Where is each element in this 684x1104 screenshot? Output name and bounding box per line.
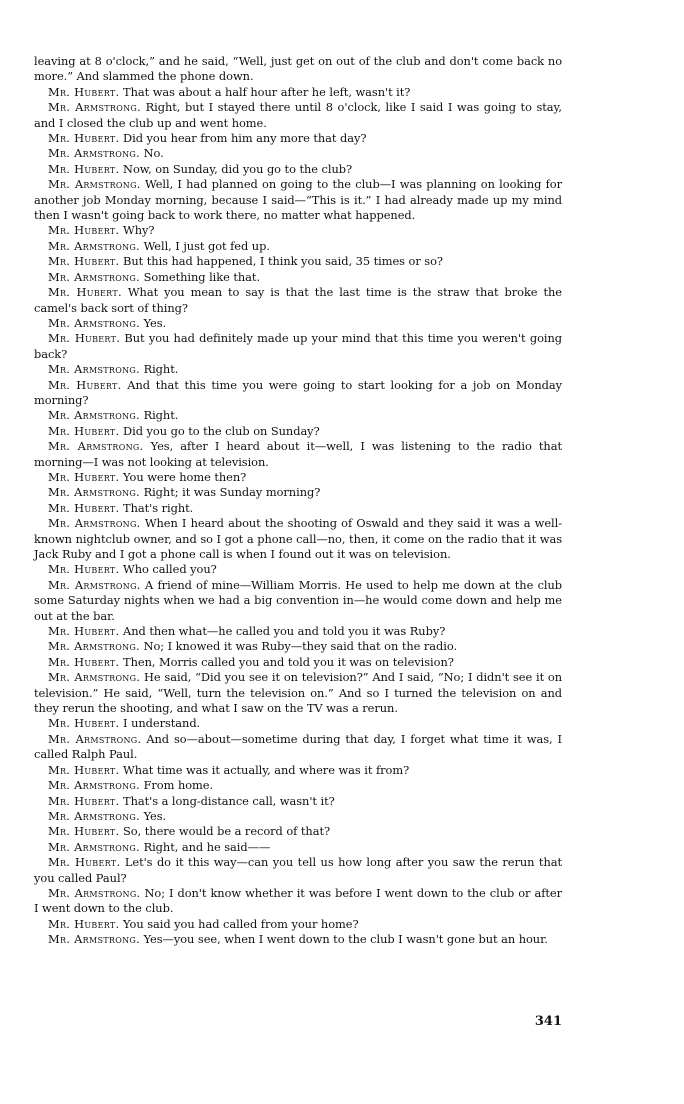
speaker-label: Mr. Hubert. <box>48 285 122 300</box>
paragraph-text: Right. <box>143 362 179 377</box>
transcript-paragraph <box>34 285 562 316</box>
speaker-label: Mr. Hubert. <box>48 654 120 669</box>
transcript-paragraph <box>34 177 562 223</box>
paragraph-text: But you had definitely made up your mind that this time you weren't going back? <box>34 331 562 361</box>
paragraph-text: No. <box>143 146 164 161</box>
speaker-label: Mr. Armstrong. <box>48 485 140 500</box>
transcript-paragraph <box>34 316 562 331</box>
paragraph-text: Yes. <box>143 808 167 823</box>
paragraph-text: Why? <box>123 223 155 238</box>
speaker-label: Mr. Hubert. <box>48 562 120 577</box>
paragraph-text: So, there would be a record of that? <box>123 824 331 839</box>
transcript-paragraph <box>34 794 562 809</box>
speaker-label: Mr. Hubert. <box>48 793 120 808</box>
paragraph-text: Yes—you see, when I went down to the club I wasn't gone but an hour. <box>143 932 548 947</box>
paragraph-text: Let's do it this way—can you tell us how long after you saw the rerun that you called Paul? <box>34 855 562 885</box>
paragraph-text: Right, but I stayed there until 8 o'clock, like I said I was going to stay, and I closed the club up and went home. <box>34 100 562 130</box>
speaker-label: Mr. Hubert. <box>48 624 120 639</box>
paragraph-text: No; I knowed it was Ruby—they said that on the radio. <box>143 639 458 654</box>
transcript-paragraph <box>34 85 562 100</box>
speaker-label: Mr. Armstrong. <box>48 177 141 192</box>
paragraph-text: But this had happened, I think you said, 35 times or so? <box>123 254 443 269</box>
paragraph-text: Did you go to the club on Sunday? <box>123 423 320 438</box>
paragraph-text: When I heard about the shooting of Oswald and they said it was a well-known nightclub owner, and so I got a phone call—no, then, it come on the radio that it was Jack Ruby and I got a phone call is when I found out it was on television. <box>34 516 562 561</box>
transcript-paragraph <box>34 855 562 886</box>
speaker-label: Mr. Hubert. <box>48 161 120 176</box>
speaker-label: Mr. Armstrong. <box>48 731 142 746</box>
transcript-paragraph <box>34 501 562 516</box>
speaker-label: Mr. Armstrong. <box>48 885 141 900</box>
transcript-paragraph <box>34 809 562 824</box>
speaker-label: Mr. Armstrong. <box>48 100 142 115</box>
speaker-label: Mr. Hubert. <box>48 716 120 731</box>
transcript-paragraph <box>34 239 562 254</box>
paragraph-text: leaving at 8 o'clock,” and he said, “Well, just get on out of the club and don't come back no more.” And slammed the phone down. <box>34 54 562 84</box>
paragraph-text: And then what—he called you and told you it was Ruby? <box>123 624 446 639</box>
speaker-label: Mr. Hubert. <box>48 223 120 238</box>
transcript-paragraph <box>34 331 562 362</box>
transcript-paragraph <box>34 732 562 763</box>
speaker-label: Mr. Armstrong. <box>48 808 140 823</box>
speaker-label: Mr. Hubert. <box>48 377 122 392</box>
transcript-paragraph <box>34 378 562 409</box>
transcript-paragraph <box>34 763 562 778</box>
transcript-paragraph <box>34 655 562 670</box>
speaker-label: Mr. Hubert. <box>48 500 120 515</box>
transcript-body <box>34 54 562 948</box>
paragraph-text: No; I don't know whether it was before I went down to the club or after I went down to the club. <box>34 885 562 916</box>
paragraph-text: Right; it was Sunday morning? <box>143 485 321 500</box>
transcript-paragraph <box>34 639 562 654</box>
speaker-label: Mr. Armstrong. <box>48 932 140 947</box>
paragraph-text: Yes. <box>143 315 167 330</box>
paragraph-text: From home. <box>143 778 214 793</box>
transcript-paragraph <box>34 424 562 439</box>
transcript-paragraph <box>34 131 562 146</box>
paragraph-text: Yes, after I heard about it—well, I was listening to the radio that morning—I was not looking at television. <box>34 439 562 469</box>
transcript-paragraph <box>34 254 562 269</box>
transcript-paragraph <box>34 146 562 161</box>
speaker-label: Mr. Hubert. <box>48 131 120 146</box>
transcript-paragraph <box>34 439 562 470</box>
speaker-label: Mr. Armstrong. <box>48 315 140 330</box>
paragraph-text: Now, on Sunday, did you go to the club? <box>123 161 353 176</box>
transcript-paragraph <box>34 408 562 423</box>
speaker-label: Mr. Armstrong. <box>48 408 140 423</box>
paragraph-text: Right. <box>143 408 179 423</box>
page-number: 341 <box>534 1014 562 1029</box>
transcript-paragraph <box>34 270 562 285</box>
paragraph-text: You said you had called from your home? <box>123 916 359 931</box>
transcript-paragraph <box>34 54 562 85</box>
paragraph-text: And so—about—sometime during that day, I forget what time it was, I called Ralph Paul. <box>34 731 562 762</box>
transcript-paragraph <box>34 162 562 177</box>
speaker-label: Mr. Hubert. <box>48 254 120 269</box>
speaker-label: Mr. Armstrong. <box>48 439 144 454</box>
speaker-label: Mr. Hubert. <box>48 855 121 870</box>
transcript-paragraph <box>34 578 562 624</box>
paragraph-text: That's right. <box>123 500 194 515</box>
paragraph-text: He said, “Did you see it on television?” And I said, “No; I didn't see it on television.” He said, “Well, turn the television on.” And so I turned the television on and they rerun the shooting, and what I saw on the TV was a rerun. <box>34 670 562 716</box>
paragraph-text: A friend of mine—William Morris. He used to help me down at the club some Saturday nights when we had a big convention in—he would come down and help me out at the bar. <box>34 577 563 623</box>
transcript-paragraph <box>34 516 562 562</box>
transcript-paragraph <box>34 778 562 793</box>
transcript-paragraph <box>34 886 562 917</box>
paragraph-text: Something like that. <box>143 269 261 284</box>
speaker-label: Mr. Hubert. <box>48 423 120 438</box>
paragraph-text: What time was it actually, and where was it from? <box>123 762 410 777</box>
transcript-paragraph <box>34 100 562 131</box>
speaker-label: Mr. Armstrong. <box>48 238 140 253</box>
speaker-label: Mr. Armstrong. <box>48 670 141 685</box>
paragraph-text: That was about a half hour after he left, wasn't it? <box>123 84 411 99</box>
transcript-paragraph <box>34 932 562 947</box>
speaker-label: Mr. Hubert. <box>48 469 120 484</box>
speaker-label: Mr. Armstrong. <box>48 516 141 531</box>
paragraph-text: And that this time you were going to start looking for a job on Monday morning? <box>34 377 562 407</box>
transcript-paragraph <box>34 470 562 485</box>
paragraph-text: You were home then? <box>123 469 247 484</box>
speaker-label: Mr. Armstrong. <box>48 269 140 284</box>
speaker-label: Mr. Hubert. <box>48 762 120 777</box>
transcript-paragraph <box>34 562 562 577</box>
transcript-paragraph <box>34 917 562 932</box>
paragraph-text: Did you hear from him any more that day? <box>123 131 367 146</box>
speaker-label: Mr. Armstrong. <box>48 639 140 654</box>
transcript-paragraph <box>34 824 562 839</box>
transcript-paragraph <box>34 716 562 731</box>
transcript-paragraph <box>34 362 562 377</box>
speaker-label: Mr. Hubert. <box>48 916 120 931</box>
transcript-paragraph <box>34 624 562 639</box>
paragraph-text: Well, I had planned on going to the club—I was planning on looking for another job Monday morning, because I said—“This is it.” I had already made up my mind then I wasn't going back to work there, no matter what happened. <box>34 177 562 223</box>
speaker-label: Mr. Hubert. <box>48 331 121 346</box>
paragraph-text: What you mean to say is that the last time is the straw that broke the camel's back sort of thing? <box>34 285 562 315</box>
paragraph-text: I understand. <box>123 716 201 731</box>
transcript-paragraph <box>34 670 562 716</box>
speaker-label: Mr. Hubert. <box>48 84 120 99</box>
transcript-paragraph <box>34 223 562 238</box>
speaker-label: Mr. Armstrong. <box>48 146 140 161</box>
speaker-label: Mr. Hubert. <box>48 824 120 839</box>
transcript-paragraph <box>34 840 562 855</box>
paragraph-text: Who called you? <box>123 562 217 577</box>
paragraph-text: That's a long-distance call, wasn't it? <box>123 793 335 808</box>
speaker-label: Mr. Armstrong. <box>48 839 140 854</box>
speaker-label: Mr. Armstrong. <box>48 362 140 377</box>
speaker-label: Mr. Armstrong. <box>48 577 141 592</box>
paragraph-text: Then, Morris called you and told you it was on television? <box>123 654 454 669</box>
speaker-label: Mr. Armstrong. <box>48 778 140 793</box>
transcript-paragraph <box>34 485 562 500</box>
paragraph-text: Well, I just got fed up. <box>143 238 270 253</box>
paragraph-text: Right, and he said—— <box>143 839 271 854</box>
